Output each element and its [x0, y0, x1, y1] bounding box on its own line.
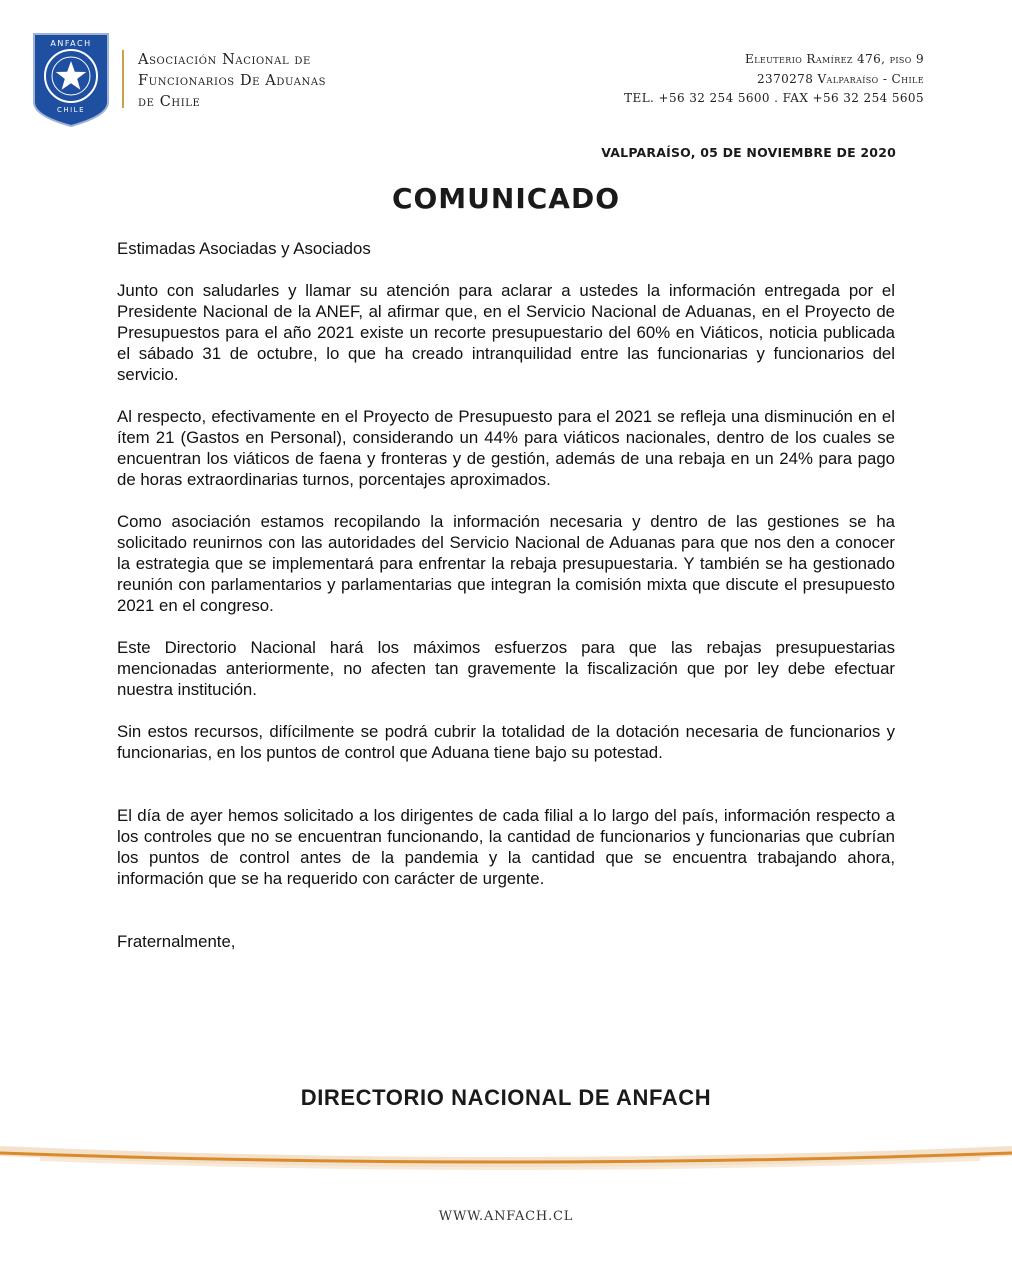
closing: Fraternalmente,: [117, 932, 236, 951]
address-line-1: Eleuterio Ramírez 476, piso 9: [745, 52, 924, 66]
signature: DIRECTORIO NACIONAL DE ANFACH: [300, 1085, 712, 1110]
logo-top-text: ANFACH: [50, 39, 92, 48]
paragraph-2: Al respecto, efectivamente en el Proyecto de Presupuesto para el 2021 se refleja una disminución en el ítem 21 (Gastos en Personal), considerando un 44% para viáticos nacionales, dentro de los cuales se encuentran los viáticos de faena y fronteras y de gestión, además de una rebaja en un 24% para pago de horas extraordinarias turnos, porcentajes aproximados.: [117, 407, 895, 489]
organization-name: [122, 50, 326, 108]
paragraph-1: Junto con saludarles y llamar su atención para aclarar a ustedes la información entregada por el Presidente Nacional de la ANEF, al afirmar que, en el Servicio Nacional de Aduanas, en el Proyecto de Presupuestos para el año 2021 existe un recorte presupuestario del 60% en Viáticos, noticia publicada el sábado 31 de octubre, lo que ha creado intranquilidad entre las funcionarias y funcionarios del servicio.: [117, 281, 895, 384]
paragraph-3: Como asociación estamos recopilando la información necesaria y dentro de las gestiones se ha solicitado reunirnos con las autoridades del Servicio Nacional de Aduanas para que nos den a conocer la estrategia que se implementará para enfrentar la rebaja presupuestaria. Y también se ha gestionado reunión con parlamentarios y parlamentarias que integran la comisión mixta que discute el presupuesto 2021 en el congreso.: [117, 512, 895, 615]
website-link[interactable]: WWW.ANFACH.CL: [438, 1209, 574, 1224]
paragraph-4: Este Directorio Nacional hará los máximos esfuerzos para que las rebajas presupuestarias mencionadas anteriormente, no afecten tan gravemente la fiscalización que por ley debe efectuar nuestra institución.: [117, 638, 895, 699]
contact-address: [624, 50, 924, 109]
org-line-1: Asociación Nacional de: [138, 52, 311, 68]
org-line-2: Funcionarios De Aduanas: [138, 73, 327, 89]
document-date: VALPARAÍSO, 05 DE NOVIEMBRE DE 2020: [601, 145, 896, 160]
greeting: Estimadas Asociadas y Asociados: [117, 239, 371, 258]
footer-swoosh: [0, 1125, 1012, 1185]
letter-body: [117, 238, 895, 973]
anfach-logo: [32, 32, 110, 128]
logo-bottom-text: CHILE: [56, 106, 86, 114]
org-line-3: de Chile: [138, 94, 201, 110]
paragraph-6: El día de ayer hemos solicitado a los dirigentes de cada filial a lo largo del país, información respecto a los controles que no se encuentran funcionando, la cantidad de funcionarios y funcionarias que cubrían los puntos de control antes de la pandemia y la cantidad que se encuentra trabajando ahora, información que se ha requerido con carácter de urgente.: [117, 806, 895, 888]
address-line-2: 2370278 Valparaíso - Chile: [757, 71, 924, 86]
phone-fax-line: TEL. +56 32 254 5600 . FAX +56 32 254 5605: [624, 91, 924, 105]
document-title: COMUNICADO: [391, 182, 621, 215]
paragraph-5: Sin estos recursos, difícilmente se podrá cubrir la totalidad de la dotación necesaria de funcionarios y funcionarias, en los puntos de control que Aduana tiene bajo su potestad.: [117, 722, 895, 762]
